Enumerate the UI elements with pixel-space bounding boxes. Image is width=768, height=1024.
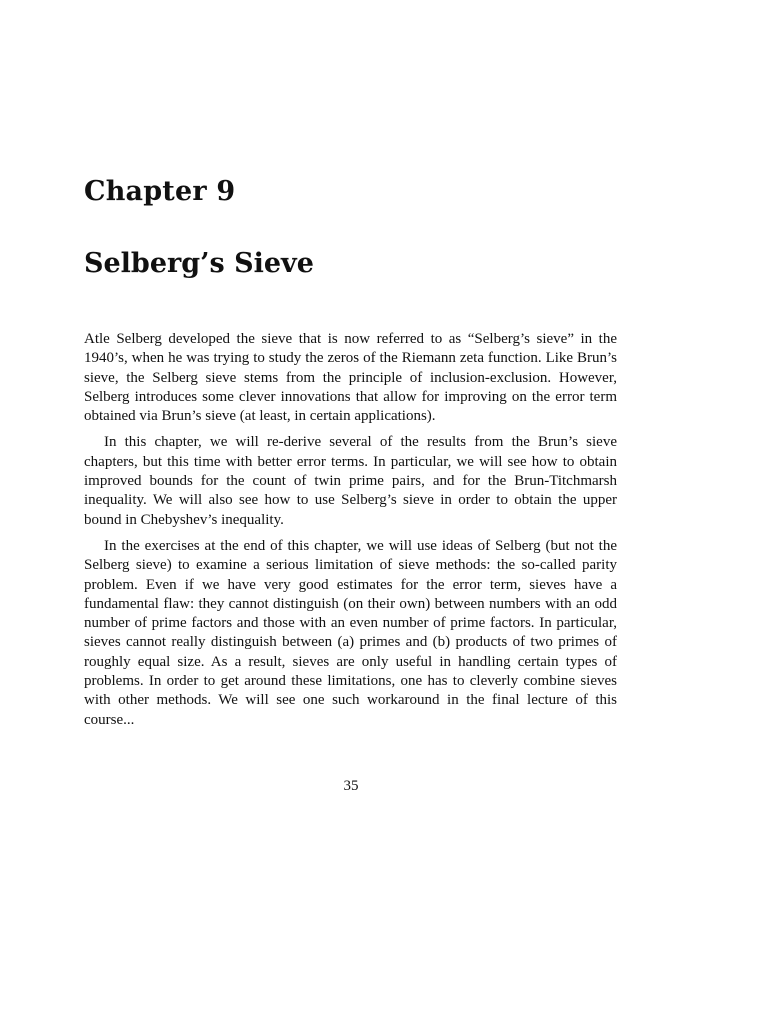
paragraph-intro: Atle Selberg developed the sieve that is now referred to as “Selberg’s sieve” in the 1940’s, when he was trying to study the zeros of the Riemann zeta function. Like Brun’s sieve, the Selberg sieve stems from the principle of inclusion-exclusion. However, Selberg introduces some clever innovations that allow for improving on the error term obtained via Brun’s sieve (at least, in certain applications). [84, 331, 617, 425]
paragraph-chapter-overview: In this chapter, we will re-derive several of the results from the Brun’s sieve chapters, but this time with better error terms. In particular, we will see how to obtain improved bounds for the count of twin prime pairs, and for the Brun-Titchmarsh inequality. We will also see how to use Selberg’s sieve in order to obtain the upper bound in Chebyshev’s inequality. [84, 434, 617, 528]
page-number: 35 [343, 778, 359, 794]
chapter-body [84, 330, 617, 737]
paragraph-parity-problem: In the exercises at the end of this chapter, we will use ideas of Selberg (but not the Selberg sieve) to examine a serious limitation of sieve methods: the so-called parity problem. Even if we have very good estimates for the error term, sieves have a fundamental flaw: they cannot distinguish (on their own) between numbers with an odd number of prime factors and those with an even number of prime factors. In particular, sieves cannot really distinguish between (a) primes and (b) products of two primes of roughly equal size. As a result, sieves are only useful in handling certain types of problems. In order to get around these limitations, one has to cleverly combine sieves with other methods. We will see one such workaround in the final lecture of this course... [84, 537, 617, 728]
chapter-number-heading: Chapter 9 [84, 176, 236, 207]
chapter-title-heading: Selberg’s Sieve [84, 248, 314, 279]
